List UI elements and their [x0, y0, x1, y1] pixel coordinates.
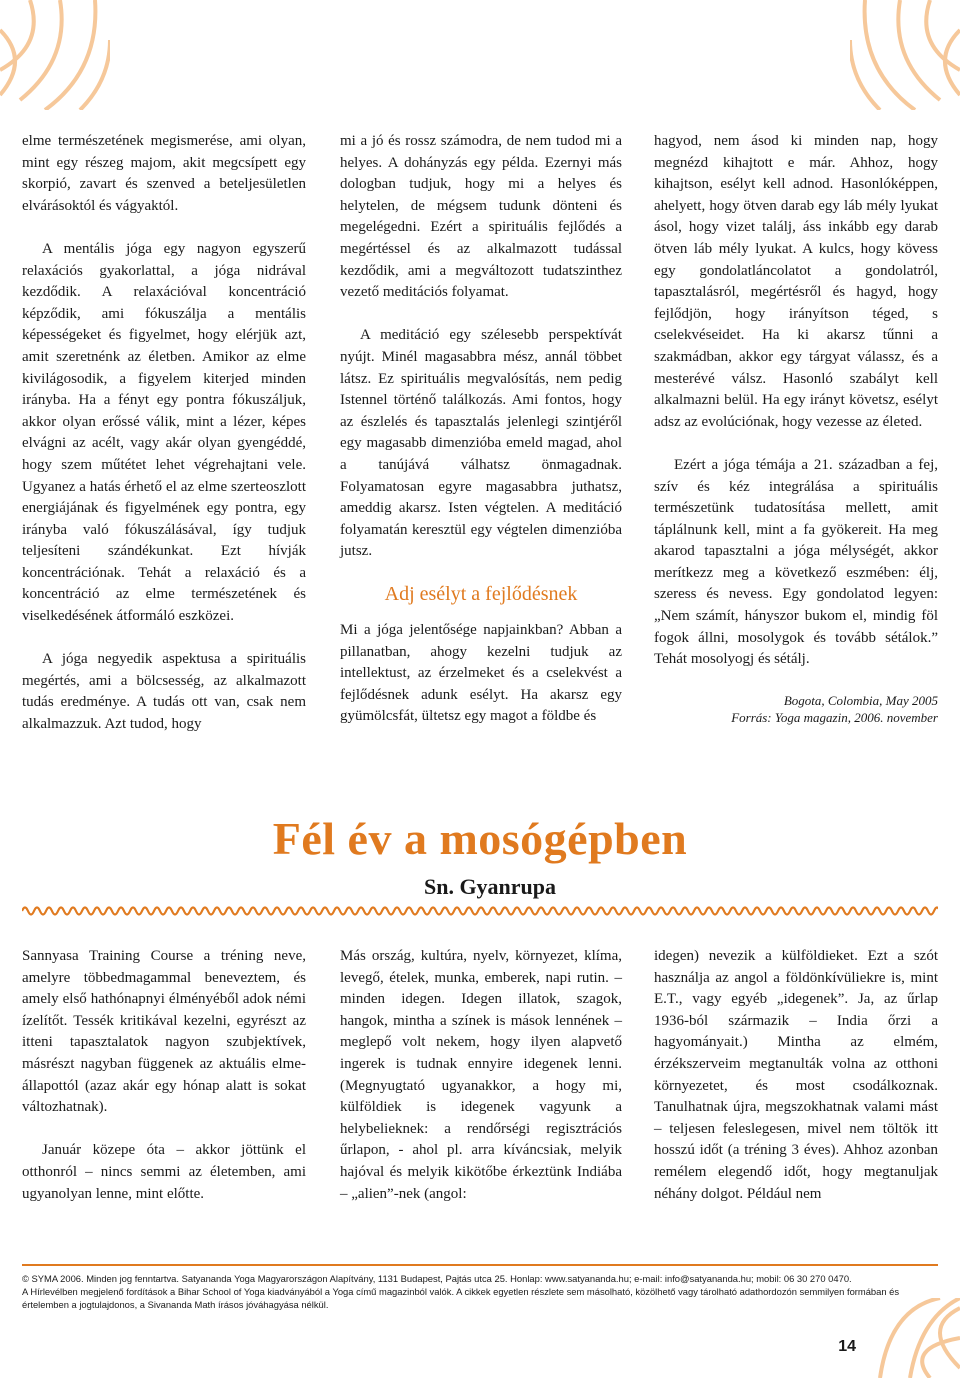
footer-legal-notice: A Hírlevélben megjelenő fordítások a Bihar School of Yoga kiadványából a Yoga című magazinból valók. A cikkek egyetlen részlete sem másolható, közölhető vagy tárolható adathordozón semmilyen formában és értelemben a jogtulajdonos, a Sivananda Math írásos jóváhagyása nélkül. — [22, 1286, 900, 1310]
decorative-wave-divider — [22, 903, 938, 919]
paragraph: hagyod, nem ásod ki minden nap, hogy megnézd kihajtott e már. Ahhoz, hogy kihajtson, esélyt kell adnod. Hasonlóképpen, ahelyett, hogy ötven darab egy láb mély lyukat ásol, hogy vizet találj, áss inkább egy darab ötven láb mély lyukat. A kulcs, hogy kövess egy gondolatláncolatot a gondolatról, tapasztalásról, megértésről és hagyd, hogy fejlődjön, hogy irányítson téged, s cselekvéseidet. Ha ki akarsz tűnni a szakmádban, akkor egy tárgyat válassz, és a mesterévé válsz. Hasonló szabályt kell alkalmazni belül. Ha egy irányt követsz, esélyt adsz az evolúciónak, hogy vezesse az életed. — [654, 133, 938, 430]
paragraph: Január közepe óta – akkor jöttünk el otthonról – nincs semmi az életemben, ami ugyanolyan lenne, mint előtte. — [22, 1142, 306, 1202]
paragraph: Más ország, kultúra, nyelv, környezet, klíma, levegő, ételek, munka, emberek, napi rutin. – minden idegen. Idegen illatok, szagok, hangok, mintha a színek is mások lennének – meglepő volt nekem, hogy ilyen alapvető ingerek is tudnak ennyire idegenek lenni. (Megnyugtató ugyanakkor, a hogy mi, külföldiek is idegenek vagyunk a helybelieknek: a rendőrségi regisztrációs űrlapon, - ahol pl. arra kíváncsiak, melyik hajóval és melyik kikötőbe érkeztünk Indiába – „alien”-nek (angol: — [340, 948, 622, 1202]
mandala-ornament-top-right — [850, 0, 960, 110]
footer-copyright: © SYMA 2006. Minden jog fenntartva. Satyananda Yoga Magyarországon Alapítvány, 1131 Budapest, Pajtás utca 25. Honlap: www.satyananda.hu; e-mail: info@satyananda.hu; mobil: 06 30 270 0470. — [22, 1273, 852, 1284]
article-title: Fél év a mosógépben — [272, 813, 688, 864]
paragraph: A jóga negyedik aspektusa a spirituális megértés, ami a bölcsesség, az alkalmazott tudás eredménye. A tudás ott van, csak nem alkalmazzuk. Azt tudod, hogy — [22, 651, 306, 733]
footer — [22, 1272, 942, 1311]
paragraph: mi a jó és rossz számodra, de nem tudod mi a helyes. A dohányzás egy példa. Ezernyi más dologban tudjuk, hogy mi a helyes és helytelen, de mégsem tudunk dönteni és megelégedni. Ezért a spirituális fejlődés a megértéssel és az alkalmazott tudással kezdődik, ami a megváltozott tudatszinthez vezető meditációs folyamat. — [340, 133, 622, 301]
source-credit — [654, 692, 938, 726]
paragraph: Sannyasa Training Course a tréning neve, amelyre többedmagammal beneveztem, és amely első hathónapnyi élményéből adok némi ízelítőt. Tessék kritikával kezelni, egyrészt az itteni tapasztalatok nagyon szubjektívek, másrészt nagyban függenek az aktuális elme-állapottól (azaz akár egy hónap alatt is sokat változhatnak). — [22, 948, 306, 1116]
paragraph: idegen) nevezik a külföldieket. Ezt a szót használja az angol a földönkívüliekre is, mint E.T., vagy egyéb „idegenek”. Ja, az űrlap 1936-ból származik – India őrzi a hagyományait.) Mintha az elmém, érzékszerveim megtanulták volna az otthoni környezetet, és most csodálkoznak. Tanulhatnak újra, megszokhatnak valami mást – teljesen feleslegesen, mivel nem töltök itt hosszú időt (a tréning 3 éves). Ahhoz azonban remélem elegendő időt, hogy megtanuljak néhány dolgot. Például nem — [654, 948, 938, 1202]
article-column-1 — [22, 946, 306, 1227]
article-author: Sn. Gyanrupa — [423, 874, 557, 899]
section-subheading: Adj esélyt a fejlődésnek — [384, 583, 578, 606]
article-column-3 — [654, 946, 938, 1227]
article-column-2 — [340, 946, 622, 1227]
footer-divider — [22, 1264, 938, 1266]
paragraph: elme természetének megismerése, ami olyan, mint egy részeg majom, akit megcsípett egy skorpió, zavart és szenved a beteljesületlen elvárásoktól és vágyaktól. — [22, 133, 306, 214]
top-column-2 — [340, 131, 622, 750]
top-column-3 — [654, 131, 938, 726]
page-number: 14 — [838, 1338, 856, 1355]
paragraph: Ezért a jóga témája a 21. században a fej, szív és kéz integrálása a spirituális természetünk tudatosítása mellett, amit táplálnunk kell, mint a fa gyökereit. Ha meg akarod tapasztalni a jóga mélységét, akkor merítkezz meg a következő eszmében: élj, szeress és nevess. Egy gondolatod legyen: „Nem számít, hányszor bukom el, mindig föl fogok állni, mosolygok és tovább sétálok.” Tehát mosolyogj és sétálj. — [654, 456, 938, 668]
credit-location: Bogota, Colombia, May 2005 — [783, 693, 938, 709]
paragraph: Mi a jóga jelentősége napjainkban? Abban a pillanatban, ahogy kezelni tudjuk az intellektust, az érzelmeket és a cselekvést a fejlődésnek adunk esélyt. Ha akarsz egy gyümölcsfát, ültetsz egy magot a földbe és — [340, 622, 622, 725]
credit-source: Forrás: Yoga magazin, 2006. november — [731, 710, 938, 726]
top-column-1 — [22, 131, 306, 757]
mandala-ornament-top-left — [0, 0, 110, 110]
paragraph: A meditáció egy szélesebb perspektívát nyújt. Minél magasabbra mész, annál többet látsz. Ez spirituális megvalósítás, nem pedig Istennel történő találkozás. Ami fontos, hogy az észlelés és tapasztalás jelenlegi szintjéről egy magasabb dimenzióba emeld magad, ahol a tanújává válhatsz önmagadnak. Folyamatosan egyre magasabbra juthatsz, ameddig akarsz. Isten végtelen. A meditáció folyamatán keresztül egy végtelen dimenzióba jutsz. — [340, 327, 622, 560]
paragraph: A mentális jóga egy nagyon egyszerű relaxációs gyakorlattal, a jóga nidrával kezdődik. A relaxációval koncentráció képződik, ami fókuszálja a mentális képességeket és figyelmet, hogy elérjük azt, amit szeretnénk az életben. Amikor az elme kivilágosodik, a figyelem kiterjed minden irányba. Ha a fényt egy pontra fókuszáljuk, akkor olyan erőssé válik, mint a lézer, képes elvágni az acélt, vagy akár olyan gyengéddé, hogy szem műtétet lehet végrehajtani vele. Ugyanez a hatás érhető el az elme szerteoszlott energiájának és figyelmének egy pontra, egy irányba való fókuszálásával, így tudjuk teljesíteni szándékunkat. Ezt hívják koncentrációnak. Tehát a relaxáció és a koncentráció az elme természetének és viselkedésének átformáló eszközei. — [22, 240, 306, 625]
